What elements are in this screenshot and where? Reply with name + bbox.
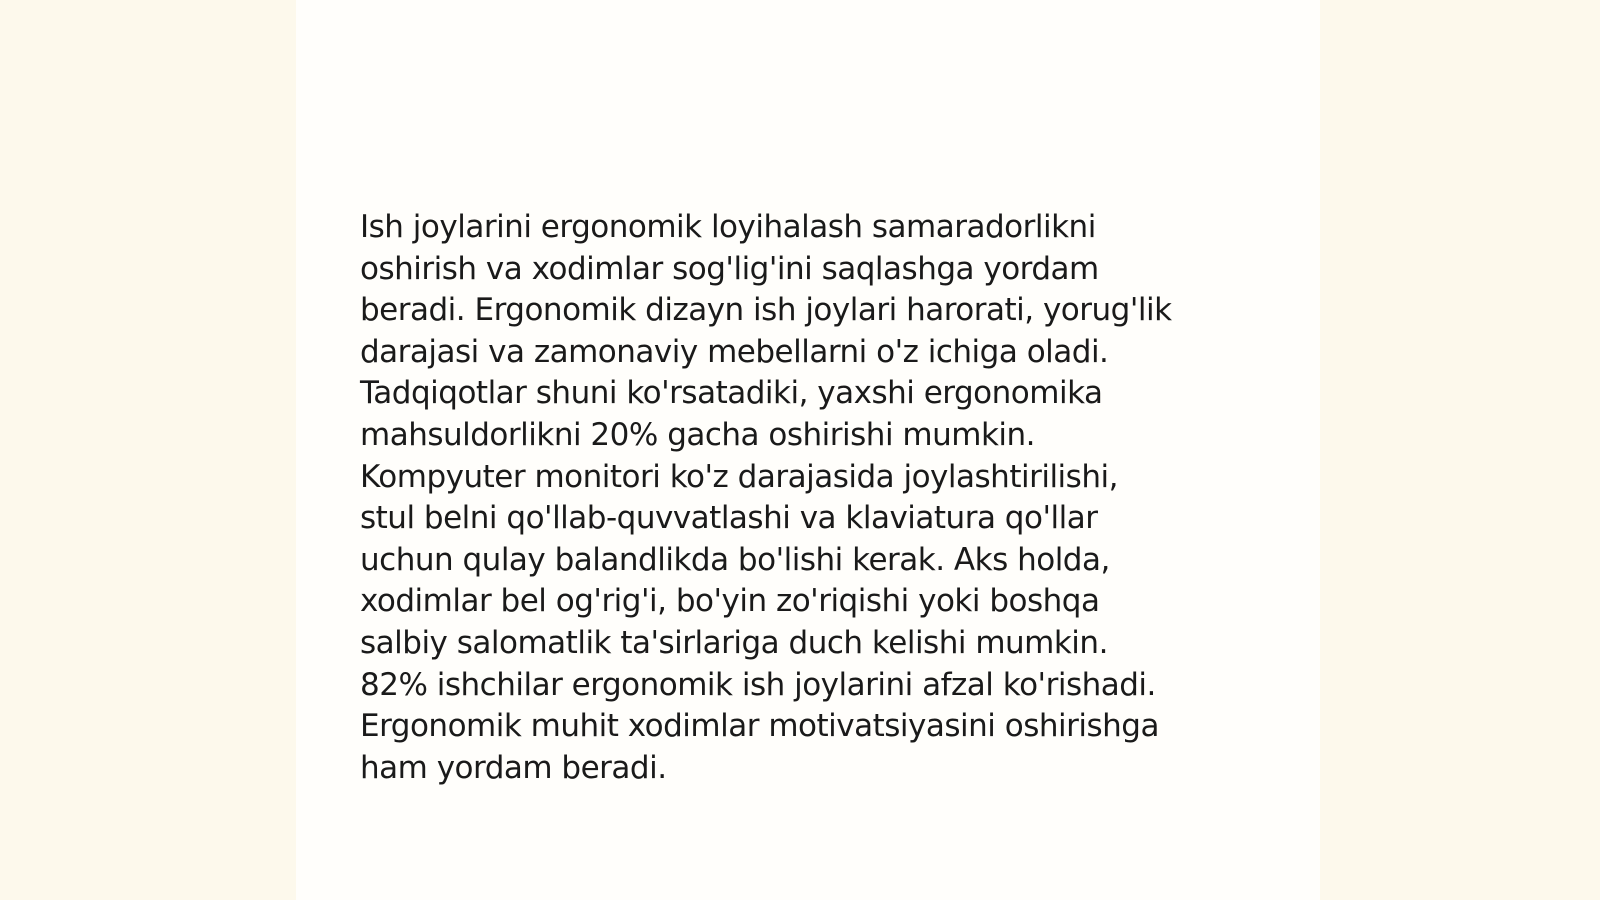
text-line-9: uchun qulay balandlikda bo'lishi kerak. Aks holda, [360, 541, 1110, 578]
body-paragraph [360, 207, 1260, 789]
text-line-13: Ergonomik muhit xodimlar motivatsiyasini oshirishga [360, 708, 1159, 745]
text-line-3: beradi. Ergonomik dizayn ish joylari harorati, yorug'lik [360, 292, 1172, 329]
text-line-12: 82% ishchilar ergonomik ish joylarini afzal ko'rishadi. [360, 666, 1156, 703]
text-line-8: stul belni qo'llab-quvvatlashi va klaviatura qo'llar [360, 500, 1098, 537]
text-line-10: xodimlar bel og'rig'i, bo'yin zo'riqishi yoki boshqa [360, 583, 1100, 620]
text-line-11: salbiy salomatlik ta'sirlariga duch kelishi mumkin. [360, 624, 1108, 661]
document-slide [296, 0, 1320, 900]
text-line-1: Ish joylarini ergonomik loyihalash samaradorlikni [360, 209, 1096, 245]
text-line-6: mahsuldorlikni 20% gacha oshirishi mumkin. [360, 416, 1036, 453]
text-line-4: darajasi va zamonaviy mebellarni o'z ichiga oladi. [360, 333, 1109, 370]
text-line-7: Kompyuter monitori ko'z darajasida joylashtirilishi, [360, 458, 1118, 495]
text-line-5: Tadqiqotlar shuni ko'rsatadiki, yaxshi ergonomika [360, 375, 1103, 412]
text-line-2: oshirish va xodimlar sog'lig'ini saqlashga yordam [360, 250, 1099, 287]
text-line-14: ham yordam beradi. [360, 749, 667, 786]
